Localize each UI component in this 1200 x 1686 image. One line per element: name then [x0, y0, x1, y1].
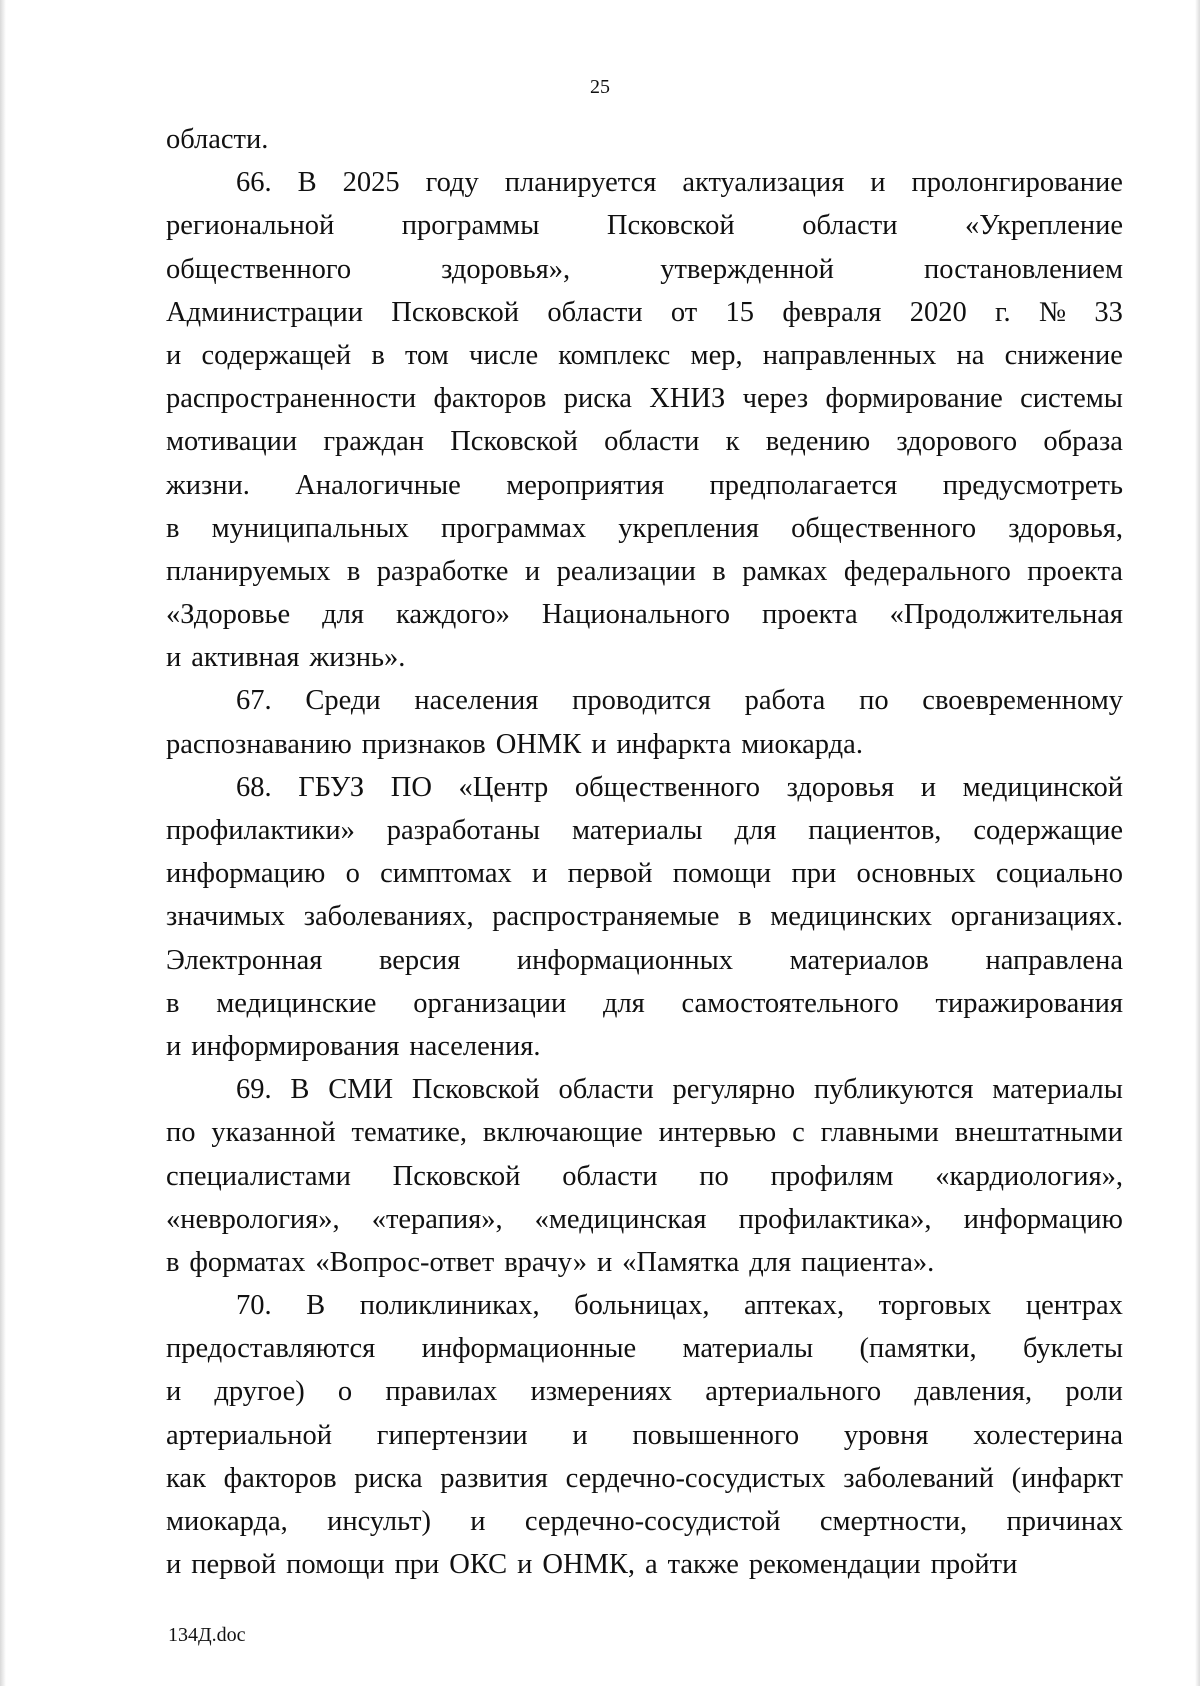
footer-filename: 134Д.doc [168, 1624, 246, 1646]
text-line: артериальной гипертензии и повышенного уровня холестерина [166, 1419, 1123, 1451]
text-line: и другое) о правилах измерениях артериального давления, роли [166, 1376, 1123, 1408]
text-line: Администрации Псковской области от 15 февраля 2020 г. № 33 [166, 296, 1123, 328]
text-line: мотивации граждан Псковской области к ведению здорового образа [166, 426, 1123, 458]
text-line: миокарда, инсульт) и сердечно-сосудистой смертности, причинах [166, 1506, 1123, 1537]
text-line: 66. В 2025 году планируется актуализация и пролонгирование [236, 167, 1123, 199]
document-body [166, 118, 1123, 1586]
text-line: планируемых в разработке и реализации в рамках федерального проекта [166, 555, 1123, 587]
text-line: 69. В СМИ Псковской области регулярно публикуются материалы [236, 1074, 1123, 1106]
text-line: в форматах «Вопрос-ответ врачу» и «Памятка для пациента». [166, 1246, 935, 1278]
text-line: жизни. Аналогичные мероприятия предполагается предусмотреть [166, 469, 1123, 501]
text-line: предоставляются информационные материалы (памятки, буклеты [166, 1333, 1123, 1365]
text-line: 67. Среди населения проводится работа по своевременному [236, 685, 1123, 717]
text-line: распространенности факторов риска ХНИЗ через формирование системы [166, 383, 1123, 415]
paragraph [166, 118, 1123, 161]
scan-edge-left [0, 0, 6, 1686]
text-line: в муниципальных программах укрепления общественного здоровья, [166, 512, 1123, 544]
scan-edge-right [1195, 0, 1200, 1686]
text-line: по указанной тематике, включающие интервью с главными внештатными [166, 1117, 1123, 1149]
text-line: профилактики» разработаны материалы для пациентов, содержащие [166, 815, 1123, 846]
text-line: Электронная версия информационных материалов направлена [166, 944, 1123, 976]
text-line: 68. ГБУЗ ПО «Центр общественного здоровья и медицинской [236, 771, 1123, 803]
text-line: специалистами Псковской области по профилям «кардиология», [166, 1160, 1123, 1192]
text-line: общественного здоровья», утвержденной постановлением [166, 253, 1123, 285]
text-line: значимых заболеваниях, распространяемые в медицинских организациях. [166, 901, 1123, 933]
text-line: и первой помощи при ОКС и ОНМК, а также рекомендации пройти [166, 1549, 1018, 1581]
text-line: и информирования населения. [166, 1030, 541, 1062]
paragraph [166, 679, 1123, 765]
text-line: 70. В поликлиниках, больницах, аптеках, торговых центрах [236, 1290, 1123, 1322]
paragraph [166, 1068, 1123, 1284]
text-line: и содержащей в том числе комплекс мер, направленных на снижение [166, 339, 1123, 371]
text-line: области. [166, 124, 269, 155]
text-line: в медицинские организации для самостоятельного тиражирования [166, 987, 1123, 1019]
text-line: «неврология», «терапия», «медицинская профилактика», информацию [166, 1203, 1123, 1235]
paragraph [166, 161, 1123, 679]
text-line: распознаванию признаков ОНМК и инфаркта миокарда. [166, 728, 863, 760]
text-line: информацию о симптомах и первой помощи при основных социально [166, 858, 1123, 890]
text-line: как факторов риска развития сердечно-сосудистых заболеваний (инфаркт [166, 1462, 1123, 1494]
text-line: региональной программы Псковской области «Укрепление [166, 210, 1123, 242]
paragraph [166, 1284, 1123, 1586]
paragraph [166, 766, 1123, 1068]
text-line: и активная жизнь». [166, 642, 406, 674]
text-line: «Здоровье для каждого» Национального проекта «Продолжительная [166, 599, 1123, 631]
page-number: 25 [590, 76, 610, 98]
